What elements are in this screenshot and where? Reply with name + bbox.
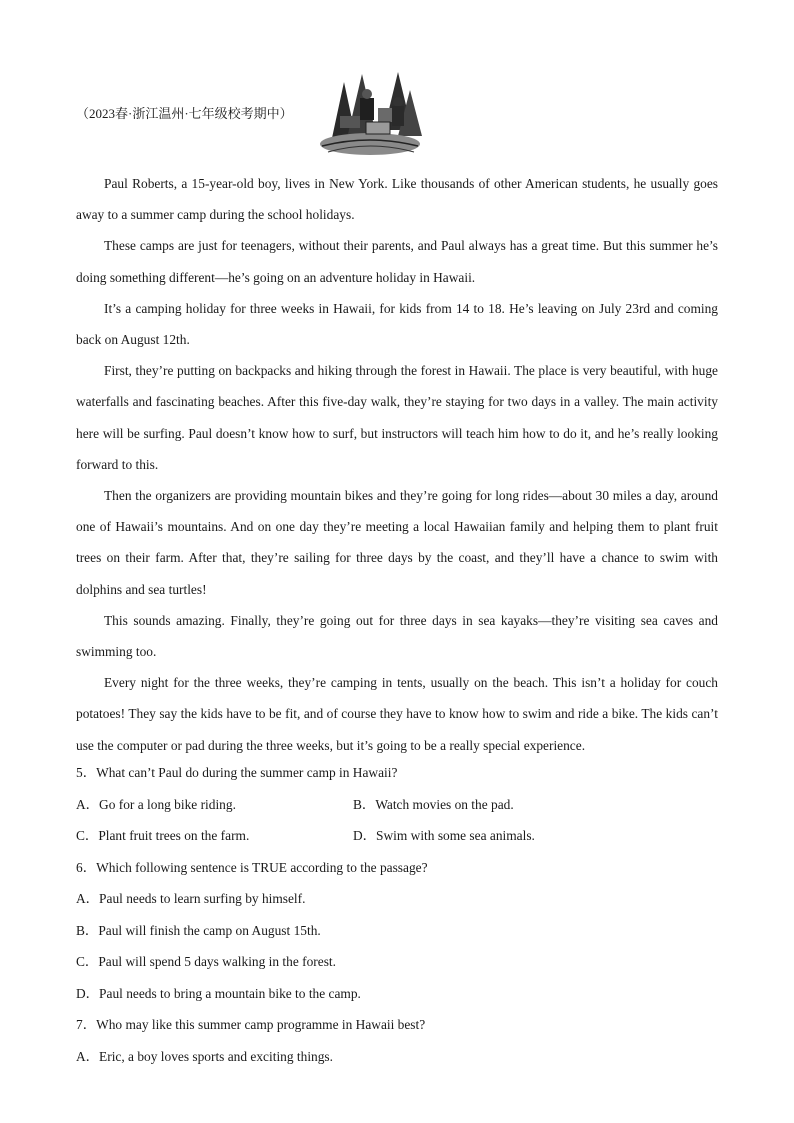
- question-7-stem: 7．Who may like this summer camp programme in Hawaii best?: [76, 1017, 426, 1032]
- question-6-stem: 6．Which following sentence is TRUE according to the passage?: [76, 859, 428, 875]
- question-6-option-d[interactable]: D．Paul needs to bring a mountain bike to the camp.: [76, 985, 361, 1001]
- questions-section: [76, 757, 718, 1072]
- question-6-option-c[interactable]: C．Paul will spend 5 days walking in the forest.: [76, 954, 336, 969]
- passage-paragraph: Every night for the three weeks, they’re camping in tents, usually on the beach. This isn’t a holiday for couch potatoes! They say the kids have to be fit, and of course they have to know how to swim and ride a bike. The kids can’t use the computer or pad during the three weeks, but it’s going to be a really special experience.: [76, 675, 718, 753]
- question-5-option-a[interactable]: A．Go for a long bike riding.: [76, 796, 236, 812]
- question-5-options-row-2: [76, 820, 718, 852]
- passage-paragraph: These camps are just for teenagers, without their parents, and Paul always has a great time. But this summer he’s doing something different—he’s going on an adventure holiday in Hawaii.: [76, 238, 718, 285]
- question-6-option-a[interactable]: A．Paul needs to learn surfing by himself.: [76, 891, 306, 906]
- question-7-option-a[interactable]: A．Eric, a boy loves sports and exciting things.: [76, 1048, 333, 1064]
- camping-scene-illustration: [318, 68, 422, 156]
- passage-paragraph: Then the organizers are providing mountain bikes and they’re going for long rides—about 30 miles a day, around one of Hawaii’s mountains. And on one day they’re meeting a local Hawaiian family and helping them to plant fruit trees on their farm. After that, they’re sailing for three days by the coast, and they’ll have a chance to swim with dolphins and sea turtles!: [76, 488, 718, 597]
- passage-paragraph: Paul Roberts, a 15-year-old boy, lives in New York. Like thousands of other American students, he usually goes away to a summer camp during the school holidays.: [76, 176, 718, 223]
- source-note: （2023春·浙江温州·七年级校考期中）: [76, 106, 293, 121]
- passage-paragraph: This sounds amazing. Finally, they’re going out for three days in sea kayaks—they’re visiting sea caves and swimming too.: [76, 612, 718, 660]
- passage-paragraph: It’s a camping holiday for three weeks in Hawaii, for kids from 14 to 18. He’s leaving on July 23rd and coming back on August 12th.: [76, 300, 718, 348]
- question-5-option-b[interactable]: B．Watch movies on the pad.: [353, 796, 514, 812]
- question-5-option-d[interactable]: D．Swim with some sea animals.: [353, 828, 535, 843]
- reading-passage: [76, 168, 718, 761]
- question-5-options-row-1: [76, 789, 718, 821]
- question-5-option-c[interactable]: C．Plant fruit trees on the farm.: [76, 828, 250, 843]
- question-5-stem: 5．What can’t Paul do during the summer camp in Hawaii?: [76, 765, 398, 780]
- passage-paragraph: First, they’re putting on backpacks and hiking through the forest in Hawaii. The place is very beautiful, with huge waterfalls and fascinating beaches. After this five-day walk, they’re staying for two days in a valley. The main activity here will be surfing. Paul doesn’t know how to surf, but instructors will teach him how to do it, and he’s really looking forward to this.: [76, 363, 718, 472]
- question-6-option-b[interactable]: B．Paul will finish the camp on August 15th.: [76, 922, 321, 938]
